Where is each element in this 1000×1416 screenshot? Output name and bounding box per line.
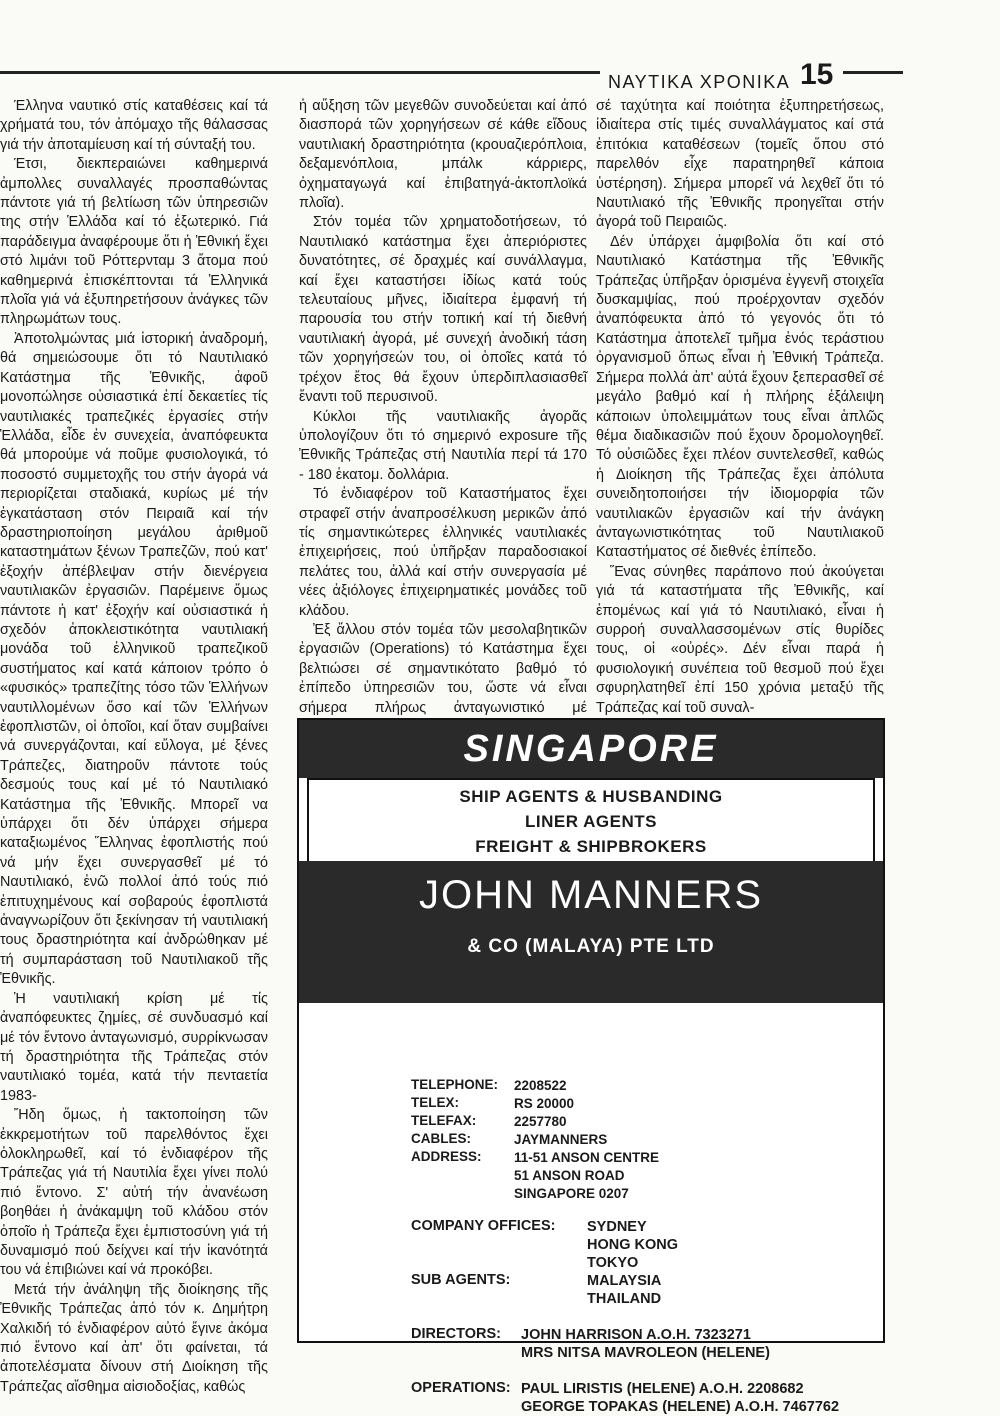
ad-company-band <box>299 861 883 1003</box>
ad-headline-band <box>299 720 883 778</box>
paragraph: σέ ταχύτητα καί ποιότητα ἐξυπηρετήσεως, ἰδιαίτερα στίς τιμές συναλλάγματος καί στά ἐπιτόκια καταθέσεων (τομεῖς ὅπου στό παρελθόν εἶχε παρατηρηθεῖ κάποια ὑστέρηση). Σήμερα μπορεῖ νά λεχθεῖ ὅτι τό Ναυτιλιακό τῆς Ἐθνικῆς προηγεῖται στήν ἀγορά τοῦ Πειραιῶς. <box>596 98 884 231</box>
office: HONG KONG <box>587 1237 679 1253</box>
page-number: 15 <box>800 58 834 91</box>
telephone-value: 2208522 <box>514 1078 567 1093</box>
ad-service: LINER AGENTS <box>525 812 657 831</box>
paragraph: Κύκλοι τῆς ναυτιλιακῆς ἀγορᾶς ὑπολογίζουν ὅτι τό σημερινό exposure τῆς Ἐθνικῆς Τράπεζας στή Ναυτιλία περί τά 170 - 180 ἑκατομ. δολλάρια. <box>299 408 587 483</box>
magazine-title: ΝΑΥΤΙΚΑ ΧΡΟΝΙΚΑ <box>608 72 791 92</box>
sub-agents-label: SUB AGENTS: <box>411 1272 511 1288</box>
paragraph: Ἕνας σύνηθες παράπονο πού ἀκούγεται γιά τά καταστήματα τῆς Ἐθνικῆς, καί ἑπομένως καί γιά τό Ναυτιλιακό, εἶναι ἡ συρροή συναλλασσομένων στίς θυρίδες τους, οἱ «οὐρές». Δέν εἶναι παρά ἡ φυσιολογική συνέπεια τοῦ θεσμοῦ πού ἔχει σφυρηλατηθεῖ ἐπί 150 χρόνια μεταξύ τῆς Τράπεζας καί τοῦ συναλ- <box>596 563 884 716</box>
director: MRS NITSA MAVROLEON (HELENE) <box>521 1345 770 1361</box>
advertisement <box>297 718 885 1415</box>
ad-services-box <box>307 778 875 863</box>
cables-label: CABLES: <box>411 1131 471 1146</box>
paragraph: Ἤδη ὅμως, ἡ τακτοποίηση τῶν ἐκκρεμοτήτων τοῦ παρελθόντος ἔχει ὁλοκληρωθεῖ, καί τό ἐνδιαφέρον τῆς Τράπεζας γιά τή Ναυτιλία ἔχει γίνει πολύ πιό ἔντονο. Σ' αὐτή τήν ἀνανέωση βοηθάει ἡ ἀνάκαμψη τοῦ κλάδου στόν ὁποῖο ἡ Τράπεζα ἔχει ἐμπιστοσύνη γιά τή δυναμισμό πού δείχνει καί τήν ἱκανότητά του νά ἐπιβιώνει καί νά προκόβει. <box>0 1107 268 1279</box>
ad-company-sub: & CO (MALAYA) PTE LTD <box>467 936 715 957</box>
telex-label: TELEX: <box>411 1095 460 1110</box>
paragraph: Τό ἐνδιαφέρον τοῦ Καταστήματος ἔχει στραφεῖ στήν ἀναπροσέλκυση μερικῶν ἀπό τίς σημαντικώτερες ἑλληνικές ναυτιλιακές ἐπιχειρήσεις, πού ὑπῆρξαν παραδοσιακοί πελάτες του, ἀλλά καί στήν συνεργασία μέ νέες ἀξιόλογες ἐπιχειρηματικές μονάδες τοῦ κλάδου. <box>299 486 587 619</box>
cables-value: JAYMANNERS <box>514 1132 608 1147</box>
operations-contact: PAUL LIRISTIS (HELENE) A.O.H. 2208682 <box>521 1381 804 1397</box>
director: JOHN HARRISON A.O.H. 7323271 <box>521 1327 751 1343</box>
address-line: SINGAPORE 0207 <box>514 1186 629 1201</box>
telefax-label: TELEFAX: <box>411 1113 477 1128</box>
telex-value: RS 20000 <box>514 1096 575 1111</box>
office: SYDNEY <box>587 1219 647 1235</box>
telefax-value: 2257780 <box>514 1114 567 1129</box>
ad-headline: SINGAPORE <box>463 727 719 770</box>
ad-company-name: JOHN MANNERS <box>418 873 764 917</box>
header-rule-left <box>0 71 600 74</box>
paragraph: Ἀποτολμώντας μιά ἱστορική ἀναδρομή, θά σημειώσουμε ὅτι τό Ναυτιλιακό Κατάστημα τῆς Ἐθνικῆς, ἀφοῦ μονοπώλησε οὐσιαστικά ἐπί δεκαετίες τίς ναυτιλιακές τραπεζικές ἐργασίες στήν Ἑλλάδα, εἶδε ἐν συνεχεία, ἀναπόφευκτα θά μπορούμε νά ποῦμε φυσιολογικά, τό ποσοστό συμμετοχῆς του στήν ἀγορά νά περιορίζεται σταδιακά, κυρίως μέ τήν ἐγκατάσταση στόν Πειραιᾶ καί τήν δραστηριοποίηση μεγάλου ἀριθμοῦ καταστημάτων ξένων Τραπεζῶν, πού κατ' ἐξοχήν ἀπέβλεψαν στήν διενέργεια ναυτιλιακῶν ἐργασιῶν. Παρέμεινε ὅμως πάντοτε ἡ κατ' ἐξοχήν καί οὐσιαστικά ἡ σχεδόν ἀποκλειστικότητα ναυτιλιακή μονάδα τοῦ ἑλληνικοῦ τραπεζικοῦ συστήματος καί κατά κάποιον τρόπο ὁ «φυσικός» τραπεζίτης τόσο τῶν Ἑλλήνων ναυτιλλομένων ὅσο καί τῶν Ἑλλήνων ἐφοπλιστῶν, οἱ ὁποῖοι, καί ὅταν συμβαίνει νά συνεργάζονται, καί εὔλογα, μέ ξένες Τράπεζες, διατηροῦν πάντοτε τούς δεσμούς τους καί μέ τό Ναυτιλιακό Κατάστημα τῆς Ἐθνικῆς. Μπορεῖ να ὑπάρχει ὅτι δέν ὑπάρχει σήμερα καταξιωμένος Ἕλληνας ἐφοπλιστής πού νά μήν ἔχει συνεργασθεῖ μέ τό Ναυτιλιακό, ἐνῶ πολλοί ἀπό τούς πιό ἐπιτυχημένους καί σοβαρούς ἐφοπλιστά ἀναγνωρίζουν ὅτι ξεκίνησαν τή ναυτιλιακή τους δραστηριότητα καί ἀνδρώθηκαν μέ τή συμπαράσταση τοῦ Ναυτιλιακοῦ τῆς Ἐθνικῆς. <box>0 330 268 988</box>
header-rule-right <box>843 71 903 74</box>
article-column-3 <box>596 97 884 716</box>
paragraph: Μετά τήν ἀνάληψη τῆς διοίκησης τῆς Ἐθνικῆς Τράπεζας ἀπό τόν κ. Δημήτρη Χαλκιδή τό ἐνδιαφέρον αὐτό ἔγινε ἀκόμα πιό ἔντονο καί ἀπ' ὅτι φαίνεται, τά ἀποτελέσματα δίνουν στή Διοίκηση τῆς Τράπεζας αἴσθημα αἰσιοδοξίας, καθώς <box>0 1281 268 1395</box>
telephone-label: TELEPHONE: <box>411 1077 499 1092</box>
address-label: ADDRESS: <box>411 1149 482 1164</box>
directors-label: DIRECTORS: <box>411 1326 501 1342</box>
paragraph: Ἡ ναυτιλιακή κρίση μέ τίς ἀναπόφευκτες ζημίες, σέ συνδυασμό καί μέ τόν ἔντονο ἀνταγωνισμό, συρρίκνωσαν τή δραστηριότητα τῆς Τράπεζας στόν ναυτιλιακό τομέα, κατά τήν πενταετία 1983- <box>0 990 268 1104</box>
office: TOKYO <box>587 1255 639 1271</box>
paragraph: Δέν ὑπάρχει ἀμφιβολία ὅτι καί στό Ναυτιλιακό Κατάστημα τῆς Ἐθνικῆς Τράπεζας ὑπῆρξαν ὁρισμένα ἐγγενῆ στοιχεῖα δυσκαμψίας, πού προέρχονταν σχεδόν ἀναπόφευκτα ἀπό τό γεγονός ὅτι τό Κατάστημα ἀποτελεῖ τμῆμα ἑνός τεράστιου ὀργανισμοῦ ὅπως εἶναι ἡ Ἐθνική Τράπεζα. Σήμερα πολλά ἀπ' αὐτά ἔχουν ξεπερασθεῖ σέ μεγάλο βαθμό καί ἡ πλήρης ἐξάλειψη κάποιων ὑπολειμμάτων τους εἶναι ἁπλῶς θέμα διαδικασιῶν πού ἔχουν δρομολογηθεῖ. Τό οὐσιῶδες ἔχει πλέον συντελεσθεῖ, καθώς ἡ Διοίκηση τῆς Τράπεζας ἔχει ἀπόλυτα συνειδητοποιήσει τήν ἰδιομορφία τῶν ναυτιλιακῶν ἐργασιῶν καί τήν ἀνάγκη ἀνταγωνιστικότητας τοῦ Ναυτιλιακοῦ Καταστήματος σέ διεθνές ἐπίπεδο. <box>596 233 884 561</box>
ad-service: SHIP AGENTS & HUSBANDING <box>459 787 723 806</box>
paragraph: Στόν τομέα τῶν χρηματοδοτήσεων, τό Ναυτιλιακό κατάστημα ἔχει ἀπεριόριστες δυνατότητες, σέ δραχμές καί συνάλλαγμα, καί ἔχει καταστήσει ἰδίως κατά τούς τελευταίους μῆνες, ἰδιαίτερα ἐμφανή τή παρουσία του στήν τοπική καί τή διεθνή ναυτιλιακή ἀγορά, μέ συνεχή ἀνοδική τάση τῶν χορηγήσεών του, οἱ ὁποῖες κατά τό τρέχον ἔτος θά ἔχουν ὑπερδιπλασιασθεῖ ἔναντι τοῦ περυσινοῦ. <box>299 214 587 406</box>
paragraph: Έλληνα ναυτικό στίς καταθέσεις καί τά χρήματά του, τόν ἀπόμαχο τῆς θάλασσας γιά τήν ἀποταμίευση καί τή σύνταξή του. <box>0 98 268 153</box>
operations-label: OPERATIONS: <box>411 1380 511 1396</box>
ad-service: FREIGHT & SHIPBROKERS <box>475 837 707 856</box>
sub-agent: THAILAND <box>587 1291 662 1307</box>
article-column-2 <box>299 97 587 716</box>
paragraph: Ἐξ ἄλλου στόν τομέα τῶν μεσολαβητικῶν ἐργασιῶν (Operations) τό Κατάστημα ἔχει βελτιώσει σέ σημαντικότατο βαθμό τό ἐπίπεδο ὑπηρεσιῶν του, ὥστε νά εἶναι σήμερα πλήρως ἀνταγωνιστικό μέ <box>299 621 587 716</box>
address-line: 11-51 ANSON CENTRE <box>514 1150 660 1165</box>
sub-agent: MALAYSIA <box>587 1273 662 1289</box>
paragraph: Έτσι, διεκπεραιώνει καθημερινά ἀμπολλες συναλλαγές προσπαθώντας πάντοτε γιά τή βελτίωση τῶν ὑπηρεσιῶν της στήν Ἑλλάδα καί τό ἐξωτερικό. Γιά παράδειγμα ἀναφέρουμε ὅτι ἡ Ἐθνική ἔχει στό λιμάνι τοῦ Ρόττερνταμ 3 ἄτομα πού καθημερινά ἐπισκέπτονται τά Ἑλληνικά πλοῖα γιά νά ἐξυπηρετήσουν ἀνάγκες τῶν πληρωμάτων τους. <box>0 156 268 328</box>
company-offices-label: COMPANY OFFICES: <box>411 1218 556 1234</box>
paragraph: ἡ αὔξηση τῶν μεγεθῶν συνοδεύεται καί ἀπό διασπορά τῶν χορηγήσεων σέ κάθε εἴδους ναυτιλιακή δραστηριότητα (κρουαζιερόπλοια, δεξαμενόπλοια, μπάλκ κάρριερς, ὀχηματαγωγά καί ἐπιβατηγά-ἀκτοπλοϊκά πλοῖα). <box>299 98 587 212</box>
operations-contact: GEORGE TOPAKAS (HELENE) A.O.H. 7467762 <box>521 1399 840 1415</box>
article-column-1 <box>0 97 268 1395</box>
address-line: 51 ANSON ROAD <box>514 1168 625 1183</box>
